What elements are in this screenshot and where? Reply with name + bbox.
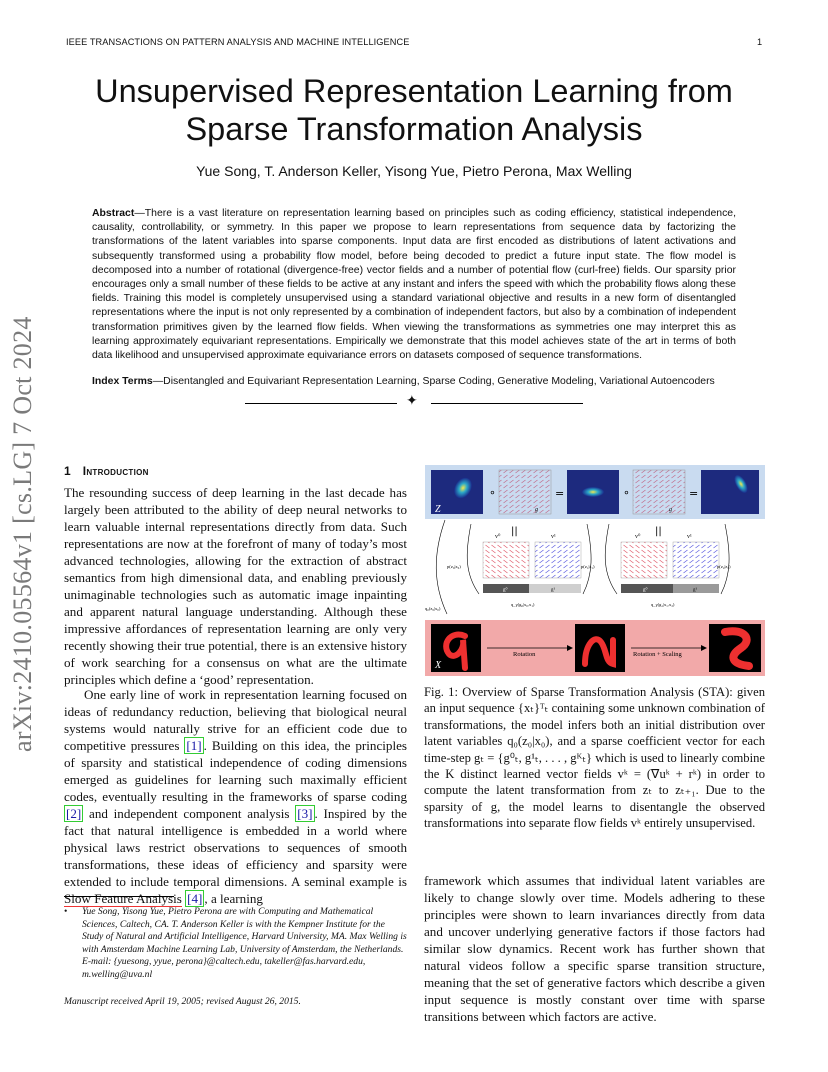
field-label-g0: g — [535, 507, 538, 513]
vector-field-g1 — [633, 470, 685, 514]
field-par-2: || — [655, 526, 662, 537]
author-footnote — [64, 906, 408, 982]
paragraph-text: One early line of work in representation learning focused on ideas of redundancy reduction, believing that biological neural systems would naturally strive for an efficient code due to competitive pressures — [64, 687, 407, 753]
op-compose-2: ∘ — [623, 486, 630, 499]
bracket-d — [721, 524, 729, 594]
field-label-g1: g — [669, 507, 672, 513]
coef-label-g0: g⁰ — [503, 588, 508, 593]
field-label-v1-b: v¹ — [687, 534, 692, 540]
bracket-c — [605, 524, 617, 594]
footnote-affiliations: Yue Song, Yisong Yue, Pietro Perona are with Computing and Mathematical Sciences, Caltech, CA. T. Anderson Keller is with the Kempner Institute for the Study of Natural and Artificial Intelligence, Harvard University, MA. Max Welling is with Amsterdam Machine Learning Lab, University of Amsterdam, the Netherlands. — [82, 906, 407, 955]
prior-label-z0: p(z₀|x₀) — [447, 564, 461, 569]
page-number: 1 — [757, 37, 763, 47]
section-number: 1 — [64, 464, 71, 478]
divider-left — [245, 403, 397, 404]
caption-label: Fig. 1: — [424, 685, 458, 699]
abstract — [92, 207, 736, 363]
running-title: IEEE TRANSACTIONS ON PATTERN ANALYSIS AND MACHINE INTELLIGENCE — [66, 37, 410, 47]
coef-label-g1-a: g¹ — [551, 588, 555, 593]
footnote-bullet: • — [64, 906, 68, 917]
posterior-label-z0: q₀(z₀|x₀) — [425, 606, 441, 611]
divider-right — [431, 403, 583, 404]
latent-blob-z1 — [582, 487, 604, 497]
section-title: Introduction — [82, 464, 149, 478]
paragraph-text: , a learning — [204, 891, 263, 906]
paragraph-text: . Building on this idea, the principles of sparsity and statistical independence of coding dimensions emerged as guidelines for learning such maximally efficient codes, eventually resulting in the frameworks of sparse coding — [64, 738, 407, 804]
coef-label-g1-b: g¹ — [693, 588, 697, 593]
citation-link-3[interactable]: [3] — [297, 806, 313, 821]
op-compose-1: ∘ — [489, 486, 496, 499]
coef-bar-g0-light — [529, 584, 581, 593]
posterior-label-g1: q_γ(g₁|x₁,x₂) — [651, 602, 675, 607]
latent-map-z2 — [701, 470, 759, 514]
sfa-link[interactable]: Slow Feature Analysis — [64, 891, 182, 906]
field-label-v0-b: v⁰ — [635, 534, 641, 540]
arxiv-stamp[interactable]: arXiv:2410.05564v1 [cs.LG] 7 Oct 2024 — [8, 316, 37, 752]
intro-paragraph-1 — [64, 484, 407, 688]
field-par-1: || — [511, 526, 518, 537]
transform-label-rotation: Rotation — [513, 651, 536, 658]
posterior-label-g0: q_γ(g₀|x₀,x₁) — [511, 602, 535, 607]
footnote-emails: E-mail: {yuesong, yyue, perona}@caltech.edu, takeller@fas.harvard.edu, m.welling@uva.nl — [82, 956, 366, 980]
author-list: Yue Song, T. Anderson Keller, Yisong Yue, Pietro Perona, Max Welling — [196, 163, 632, 179]
abstract-label: Abstract — [92, 208, 135, 219]
paragraph-text: . Inspired by the fact that natural intelligence is embedded in a world where physical laws restrict observations to sequences of smooth transformations, these ideas of efficiency and sparsity were extended to include temporal dimensions. A seminal example is — [64, 806, 407, 889]
abstract-text: —There is a vast literature on representation learning based on principles such as coding efficiency, statistical independence, causality, controllability, or symmetry. In this paper we propose to learn representations from sequence data by factorizing the transformations of the latent variables into sparse components. Input data are first encoded as distributions of latent activations and subsequently transformed using a probability flow model, before being decoded to predict a future input state. The flow model is decomposed into a number of rotational (divergence-free) vector fields and a number of potential flow (curl-free) fields. Our sparsity prior encourages only a small number of these fields to be active at any instant and infers the speed with which the probability flows along these fields. Training this model is completely unsupervised using a standard variational objective and results in a new form of disentangled representations where the input is not only represented by a combination of independent factors, but also by a combination of independent transformation primitives given by the learned flow fields. When viewing the transformations as symmetries one may interpret this as learning approximately equivariant representations. Empirically we demonstrate that this model achieves state of the art in terms of both data likelihood and unsupervised approximate equivariance errors on datasets composed of sequence transformations. — [92, 208, 736, 362]
prior-label-z2: p(z₂|z₂) — [717, 564, 731, 569]
op-equal-1: = — [555, 487, 565, 500]
coef-label-g0-b: g⁰ — [643, 588, 648, 593]
vector-field-g0 — [499, 470, 551, 514]
paragraph-text: The resounding success of deep learning in the last decade has largely been attributed to the ability of deep neural networks to learn valuable internal representations directly from data. Such representations are now at the forefront of many of today’s most advanced technologies, allowing for the extraction of abstract semantics from high dimensional data, and enabling previously unimaginable technologies such as automatic image inpainting and apparent natural language understanding. Although these impressive affordances of representation learning are only very recently showing their true potential, there is an extensive history of work searching for a consensus on what are the ultimate principles which define a ‘good’ representation. — [64, 485, 407, 687]
field-label-v1-a: v¹ — [551, 534, 556, 540]
citation-link-4[interactable]: [4] — [187, 891, 203, 906]
vector-field-v1-a — [535, 542, 581, 578]
encoder-arrow-left — [436, 520, 447, 614]
latent-z-label: Z — [435, 504, 441, 515]
intro-paragraph-2-continued — [424, 872, 765, 1025]
vector-field-v0-a — [483, 542, 529, 578]
citation-link-1[interactable]: [1] — [186, 738, 202, 753]
bracket-a — [467, 524, 479, 594]
divider-diamond-icon: ✦ — [406, 394, 418, 409]
figure-caption — [424, 684, 765, 832]
intro-paragraph-2 — [64, 686, 407, 907]
prior-label-z1: p(z₁|z₁) — [581, 564, 595, 569]
op-equal-2: = — [689, 487, 699, 500]
bracket-b — [583, 524, 591, 594]
vector-field-v1-b — [673, 542, 719, 578]
index-terms-label: Index Terms — [92, 376, 153, 387]
section-heading — [64, 464, 149, 478]
index-terms-text: —Disentangled and Equivariant Representation Learning, Sparse Coding, Generative Modeling, Variational Autoencoders — [152, 376, 715, 387]
paragraph-text: framework which assumes that individual latent variables are likely to change slowly over time. Models adhering to these principles were shown to learn invariances directly from data and uncover underlying generative factors if those factors had similar slow dynamics. Recent work has further shown that natural videos follow a specific sparse transition structure, meaning that the set of generative factors which describe a given input sequence is mostly constant over time with sparse transitions between which factors are active. — [424, 873, 765, 1024]
manuscript-note: Manuscript received April 19, 2005; revised August 26, 2015. — [64, 996, 301, 1007]
paragraph-text: and independent component analysis — [83, 806, 296, 821]
citation-link-2[interactable]: [2] — [66, 806, 82, 821]
caption-text: Overview of Sparse Transformation Analysis (STA): given an input sequence {xₜ}ᵀₜ containing some unknown combination of transformations, the model infers both an initial distribution over latent variables q₀(z₀|x₀), and a sparse coefficient vector for each time-step gₜ = {g⁰ₜ, g¹ₜ, . . . , gᴷₜ} which is used to linearly combine the K distinct learned vector fields vᵏ = (∇uᵏ + rᵏ) in order to compute the latent transformation from zₜ to zₜ₊₁. Due to the sparsity of g, the model learns to disentangle the observed transformations into separate flow fields vᵏ entirely unsupervised. — [424, 685, 765, 831]
footnote-rule — [64, 896, 174, 897]
field-label-v0-a: v⁰ — [495, 534, 501, 540]
vector-field-v0-b — [621, 542, 667, 578]
paper-title: Unsupervised Representation Learning from Sparse Transformation Analysis — [95, 73, 733, 147]
data-x-label: X — [435, 660, 442, 671]
transform-label-rotation-scaling: Rotation + Scaling — [633, 651, 682, 658]
index-terms — [92, 376, 742, 387]
figure-1 — [425, 464, 765, 676]
